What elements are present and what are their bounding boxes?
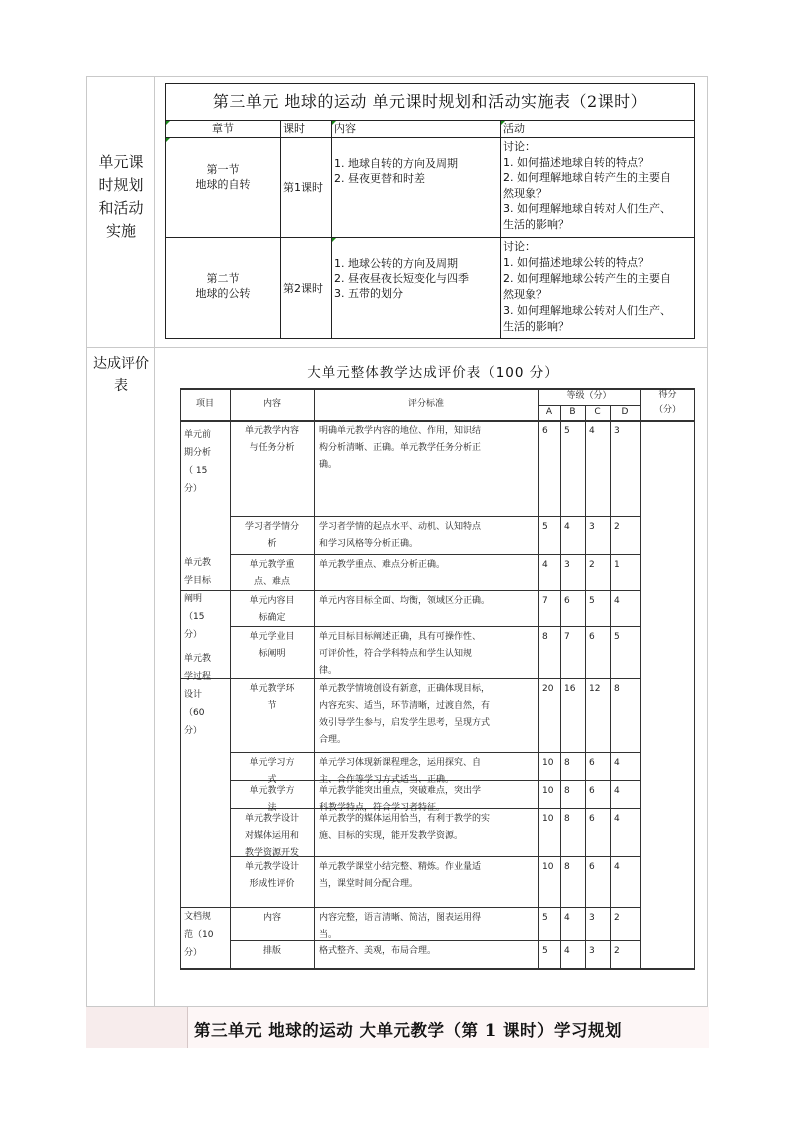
cell-line: 形成性评价	[249, 879, 295, 889]
cell-line: 点、难点	[253, 577, 290, 587]
eval-row-grade	[589, 593, 610, 610]
cell-line: 8	[564, 758, 570, 768]
evaluation-table	[180, 388, 695, 968]
cell-line: 4	[564, 522, 570, 532]
plan-header-hours: 课时	[283, 122, 305, 135]
cell-line: 8	[564, 814, 570, 824]
eval-row-grade	[542, 811, 560, 828]
cell-line: 学习者学情分	[244, 522, 299, 532]
eval-row-grade	[614, 859, 640, 876]
cell-line: 效引导学生参与，启发学生思考，呈现方式	[319, 718, 491, 728]
eval-row-grade	[564, 593, 585, 610]
activity-line: 讨论：	[503, 140, 536, 153]
eval-row-grade	[589, 811, 610, 828]
eval-row-grade	[614, 811, 640, 828]
cell-line: 单元教学设计	[244, 862, 299, 872]
cell-line: 阐明	[184, 594, 203, 604]
eval-header-grade-c	[585, 404, 610, 421]
cell-line: B	[569, 407, 576, 417]
eval-row-criteria	[319, 910, 535, 944]
eval-row-grade	[589, 783, 610, 800]
table-rule	[610, 405, 611, 968]
cell-line: 得分	[658, 390, 677, 400]
eval-row-content	[232, 859, 312, 893]
cell-line: 式	[267, 775, 277, 785]
plan-row2-hours: 第2课时	[283, 282, 323, 295]
activity-line: 1. 如何描述地球自转的特点？	[503, 155, 649, 169]
cell-line: 20	[542, 684, 554, 694]
activity-line: 生活的影响？	[503, 320, 569, 333]
activity-line: 讨论：	[503, 240, 536, 253]
eval-row-criteria	[319, 593, 535, 610]
activity-line: 然现象？	[503, 186, 547, 200]
eval-row-grade	[564, 681, 585, 698]
cell-line: 内容	[262, 913, 281, 923]
plan-col-divider	[500, 120, 501, 338]
cell-line: 8	[564, 862, 570, 872]
plan-row2-section	[166, 271, 280, 301]
cell-line: 明确单元教学内容的地位、作用，知识结	[319, 426, 482, 436]
eval-row-grade	[589, 557, 610, 574]
cell-line: 和学习风格等分析正确。	[319, 539, 419, 549]
cell-line: 确。	[319, 460, 338, 470]
eval-row-criteria	[319, 811, 535, 845]
activity-line: 3. 如何理解地球自转对人们生产、	[503, 202, 671, 215]
cell-line: （ 15	[184, 466, 208, 476]
section-name: 地球的公转	[195, 287, 251, 300]
cell-line: 3	[614, 426, 620, 436]
eval-row-grade	[564, 629, 585, 646]
table-rule	[694, 388, 695, 968]
cell-marker-icon	[166, 138, 170, 142]
activity-line: 1. 如何描述地球公转的特点？	[503, 256, 649, 269]
plan-row1-activity	[503, 139, 671, 232]
cell-line: 10	[542, 758, 554, 768]
plan-row2-content	[334, 256, 469, 301]
plan-header-content: 内容	[334, 122, 356, 135]
cell-line: 4	[564, 946, 570, 956]
eval-row-content	[232, 519, 312, 553]
eval-row-grade	[614, 423, 640, 440]
cell-line: 单元目标目标阐述正确，具有可操作性、	[319, 632, 482, 642]
table-rule	[180, 968, 695, 970]
cell-line: 设计	[184, 690, 203, 700]
cell-line: 项目	[195, 399, 214, 409]
cell-line: 8	[564, 786, 570, 796]
eval-header-content	[230, 396, 314, 413]
unit-plan-row-label: 单元课时规划和活动实施	[98, 153, 144, 240]
eval-row-grade	[542, 783, 560, 800]
eval-row-criteria	[319, 557, 535, 574]
eval-header-score	[640, 388, 695, 418]
eval-row-criteria	[319, 943, 535, 960]
cell-line: 法	[267, 803, 277, 813]
cell-line: 10	[542, 814, 554, 824]
cell-line: 标确定	[258, 613, 286, 623]
eval-row-grade	[564, 811, 585, 828]
table-rule	[230, 554, 640, 555]
table-rule	[585, 405, 586, 968]
eval-row-grade	[589, 519, 610, 536]
cell-line: 学过程	[184, 672, 212, 682]
plan-row-divider	[166, 137, 694, 138]
cell-line: 格式整齐、美观，布局合理。	[319, 946, 437, 956]
cell-line: 学目标	[184, 576, 212, 586]
eval-row-grade	[564, 557, 585, 574]
eval-row-grade	[614, 593, 640, 610]
cell-line: 单元前	[184, 430, 212, 440]
cell-line: 4	[614, 758, 620, 768]
eval-group-item	[184, 554, 228, 644]
cell-line: 4	[614, 596, 620, 606]
cell-line: 单元教学设计	[244, 814, 299, 824]
table-rule	[230, 752, 640, 753]
activity-line: 然现象？	[503, 288, 547, 301]
cell-line: 节	[267, 701, 277, 711]
eval-row-content	[232, 910, 312, 927]
plan-row1-hours: 第1课时	[283, 181, 323, 194]
eval-row-grade	[542, 681, 560, 698]
plan-col-divider	[280, 120, 281, 338]
cell-line: 5	[542, 913, 548, 923]
eval-row-grade	[542, 519, 560, 536]
row-divider	[86, 347, 708, 348]
plan-header-section: 章节	[212, 122, 234, 135]
cell-line: 单元教学重	[249, 560, 295, 570]
content-line: 2. 昼夜更替和时差	[334, 172, 425, 185]
activity-line: 2. 如何理解地球公转产生的主要自	[503, 272, 671, 285]
eval-row-grade	[614, 755, 640, 772]
eval-row-grade	[589, 910, 610, 927]
plan-header-activity: 活动	[503, 122, 525, 135]
eval-row-grade	[589, 943, 610, 960]
eval-row-grade	[589, 423, 610, 440]
cell-line: 内容完整，语言清晰、简洁，图表运用得	[319, 913, 482, 923]
eval-row-grade	[564, 910, 585, 927]
cell-line: 4	[542, 560, 548, 570]
cell-line: 学习者学情的起点水平、动机、认知特点	[319, 522, 482, 532]
cell-line: 单元内容目标全面、均衡，领域区分正确。	[319, 596, 491, 606]
eval-row-grade	[589, 859, 610, 876]
cell-line: 合理。	[319, 735, 347, 745]
cell-line: 16	[564, 684, 576, 694]
cell-line: 析	[267, 539, 277, 549]
cell-line: 12	[589, 684, 601, 694]
plan-col-divider	[331, 120, 332, 338]
cell-line: 2	[614, 522, 620, 532]
cell-line: 单元教学的媒体运用恰当，有利于教学的实	[319, 814, 491, 824]
cell-line: 标阐明	[258, 649, 286, 659]
cell-line: 4	[614, 862, 620, 872]
eval-row-grade	[589, 755, 610, 772]
cell-line: 4	[564, 913, 570, 923]
eval-row-grade	[542, 943, 560, 960]
cell-line: D	[621, 407, 629, 417]
activity-line: 2. 如何理解地球自转产生的主要自	[503, 171, 671, 184]
cell-line: 2	[614, 913, 620, 923]
cell-line: 6	[589, 814, 595, 824]
cell-line: 单元学习方	[249, 758, 295, 768]
eval-row-grade	[614, 557, 640, 574]
cell-line: 10	[542, 786, 554, 796]
content-line: 1. 地球自转的方向及周期	[334, 157, 458, 170]
next-section-header	[86, 1006, 708, 1048]
cell-line: 构分析清晰、正确。单元教学任务分析正	[319, 443, 482, 453]
cell-line: 对媒体运用和	[244, 831, 299, 841]
cell-line: 分）	[184, 484, 203, 494]
eval-row-grade	[614, 910, 640, 927]
cell-line: 科教学特点，符合学习者特征。	[319, 803, 446, 813]
cell-line: 3	[564, 560, 570, 570]
cell-line: 单元学习体现新课程理念，运用探究、自	[319, 758, 482, 768]
table-rule	[560, 405, 561, 968]
cell-line: 教学资源开发	[244, 848, 299, 858]
cell-line: 6	[589, 758, 595, 768]
cell-line: 6	[589, 786, 595, 796]
eval-row-criteria	[319, 629, 535, 680]
plan-row2-activity	[503, 239, 671, 335]
cell-line: 7	[564, 632, 570, 642]
eval-row-grade	[542, 593, 560, 610]
cell-line: 4	[614, 814, 620, 824]
cell-line: 期分析	[184, 448, 212, 458]
cell-line: 单元教	[184, 558, 212, 568]
eval-row-grade	[564, 783, 585, 800]
eval-row-grade	[614, 943, 640, 960]
eval-row-content	[232, 681, 312, 715]
cell-line: 单元教学情境创设有新意，正确体现目标，	[319, 684, 491, 694]
content-line: 1. 地球公转的方向及周期	[334, 257, 458, 270]
eval-row-criteria	[319, 859, 535, 893]
cell-line: 6	[564, 596, 570, 606]
cell-line: A	[545, 407, 553, 417]
eval-group-item	[184, 908, 228, 962]
cell-line: 律。	[319, 666, 338, 676]
cell-line: 2	[614, 946, 620, 956]
plan-row-divider	[166, 237, 694, 238]
cell-line: 主、合作等学习方式适当、正确。	[319, 775, 455, 785]
eval-header-criteria	[314, 396, 538, 413]
plan-table-title: 第三单元 地球的运动 单元课时规划和活动实施表（2课时）	[166, 84, 694, 121]
cell-line: 单元教学能突出重点，突破难点，突出学	[319, 786, 482, 796]
cell-line: 单元教学课堂小结完整、精炼。作业量适	[319, 862, 482, 872]
cell-line: 单元教学重点、难点分析正确。	[319, 560, 446, 570]
eval-header-grade-a	[538, 404, 560, 421]
cell-line: 范（10	[184, 930, 214, 940]
cell-line: 排版	[262, 946, 281, 956]
eval-row-grade	[542, 859, 560, 876]
eval-row-grade	[564, 423, 585, 440]
eval-row-grade	[589, 681, 610, 698]
eval-header-item	[180, 396, 230, 413]
eval-row-grade	[564, 755, 585, 772]
eval-header-grade-d	[610, 404, 640, 421]
cell-line: 1	[614, 560, 620, 570]
cell-line: 10	[542, 862, 554, 872]
content-line: 3. 五带的划分	[334, 287, 403, 300]
eval-row-content	[232, 593, 312, 627]
cell-line: 8	[614, 684, 620, 694]
eval-row-grade	[614, 681, 640, 698]
cell-line: 当，课堂时间分配合理。	[319, 879, 419, 889]
cell-line: 7	[542, 596, 548, 606]
evaluation-row-label: 达成评价表	[93, 356, 149, 394]
cell-line: 3	[589, 913, 595, 923]
table-rule	[180, 907, 640, 908]
eval-header-grade	[538, 388, 640, 405]
cell-line: C	[594, 407, 601, 417]
cell-line: 评分标准	[407, 399, 444, 409]
eval-row-grade	[542, 423, 560, 440]
eval-row-grade	[589, 629, 610, 646]
cell-line: 当。	[319, 930, 338, 940]
cell-line: 可评价性，符合学科特点和学生认知规	[319, 649, 473, 659]
section-number: 第二节	[206, 272, 240, 285]
eval-header-grade-b	[560, 404, 585, 421]
eval-row-criteria	[319, 681, 535, 749]
cell-line: 6	[589, 862, 595, 872]
cell-line: 等级（分）	[566, 391, 612, 401]
cell-line: 内容充实、适当，环节清晰，过渡自然，有	[319, 701, 491, 711]
eval-row-grade	[614, 519, 640, 536]
cell-line: 8	[542, 632, 548, 642]
cell-line: 文档规	[184, 912, 212, 922]
section-name: 地球的自转	[195, 178, 251, 191]
eval-group-item	[184, 650, 228, 740]
eval-row-grade	[614, 783, 640, 800]
eval-row-grade	[542, 629, 560, 646]
table-rule	[640, 388, 641, 968]
plan-row1-content	[334, 156, 458, 186]
eval-row-grade	[564, 519, 585, 536]
eval-row-grade	[542, 557, 560, 574]
cell-line: 单元教学内容	[244, 426, 299, 436]
cell-line: 5	[564, 426, 570, 436]
eval-row-content	[232, 557, 312, 591]
column-divider	[154, 76, 155, 1006]
cell-line: 4	[614, 786, 620, 796]
cell-line: 分）	[184, 726, 203, 736]
eval-row-criteria	[319, 519, 535, 553]
content-line: 2. 昼夜昼夜长短变化与四季	[334, 272, 469, 285]
eval-row-content	[232, 943, 312, 960]
cell-line: 与任务分析	[249, 443, 295, 453]
activity-line: 生活的影响？	[503, 217, 569, 231]
cell-line: 单元内容目	[249, 596, 295, 606]
cell-line: 5	[542, 946, 548, 956]
table-rule	[230, 516, 640, 517]
cell-line: 2	[589, 560, 595, 570]
eval-group-item	[184, 426, 228, 498]
eval-row-grade	[542, 910, 560, 927]
eval-row-content	[232, 423, 312, 457]
cell-line: 3	[589, 522, 595, 532]
evaluation-table-title: 大单元整体教学达成评价表（100 分）	[307, 365, 559, 381]
eval-row-content	[232, 811, 312, 862]
eval-row-grade	[614, 629, 640, 646]
cell-line: 内容	[262, 399, 281, 409]
plan-row1-section	[166, 162, 280, 192]
cell-line: 4	[589, 426, 595, 436]
eval-row-criteria	[319, 423, 535, 474]
cell-line: 3	[589, 946, 595, 956]
cell-line: 6	[589, 632, 595, 642]
cell-line: 5	[614, 632, 620, 642]
next-section-title: 第三单元 地球的运动 大单元教学（第 1 课时）学习规划	[194, 1021, 622, 1040]
cell-line: 分）	[184, 630, 203, 640]
eval-row-grade	[564, 859, 585, 876]
cell-marker-icon	[332, 238, 336, 242]
cell-line: 分）	[184, 948, 203, 958]
section-number: 第一节	[206, 163, 240, 176]
eval-row-grade	[542, 755, 560, 772]
cell-line: 单元教学方	[249, 786, 295, 796]
cell-line: （60	[184, 708, 205, 718]
cell-line: 5	[589, 596, 595, 606]
cell-line: 5	[542, 522, 548, 532]
cell-line: 单元学业目	[249, 632, 295, 642]
cell-line: 单元教	[184, 654, 212, 664]
unit-plan-table	[165, 83, 695, 339]
eval-row-content	[232, 629, 312, 663]
eval-row-grade	[564, 943, 585, 960]
cell-line: 单元教学环	[249, 684, 295, 694]
cell-line: （15	[184, 612, 205, 622]
activity-line: 3. 如何理解地球公转对人们生产、	[503, 304, 671, 317]
cell-line: （分）	[653, 405, 681, 415]
cell-line: 6	[542, 426, 548, 436]
cell-line: 施、目标的实现，能开发教学资源。	[319, 831, 464, 841]
